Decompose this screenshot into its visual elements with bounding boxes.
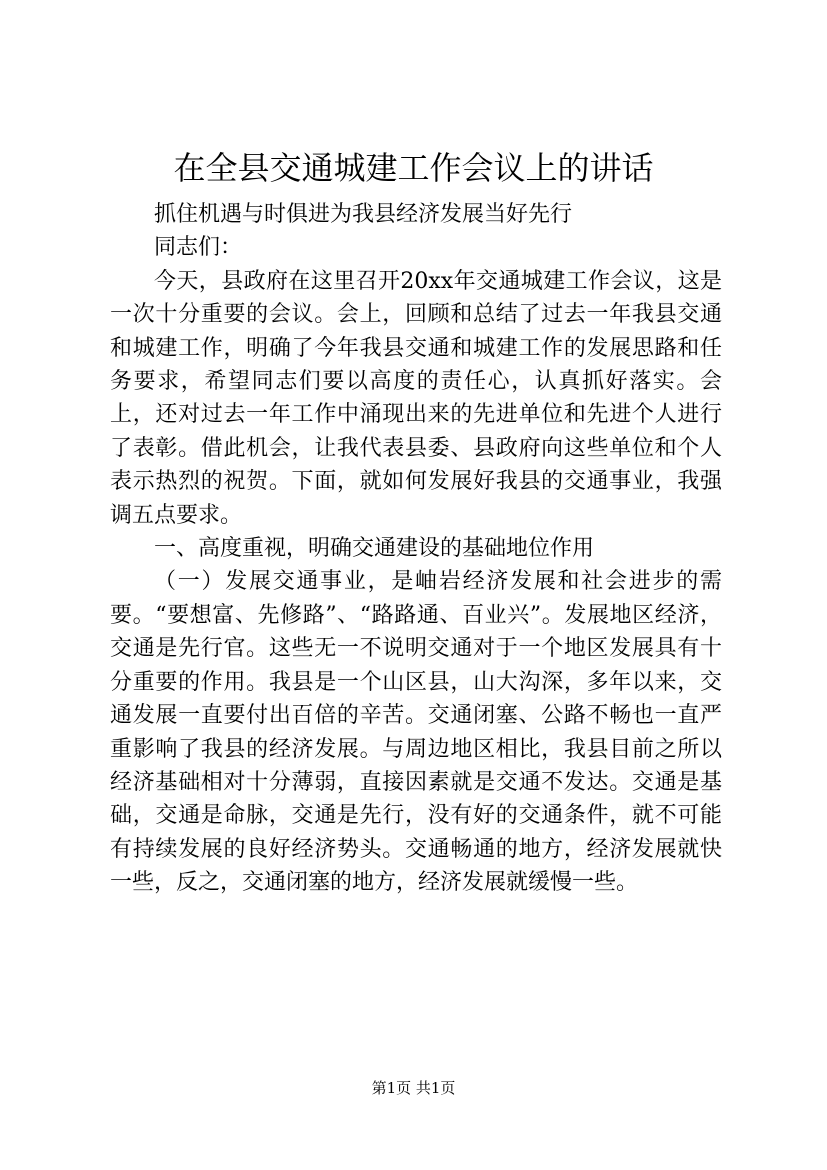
document-body [110,198,722,900]
body-paragraph: （一）发展交通事业，是岫岩经济发展和社会进步的需要。“要想富、先修路”、“路路通、百业兴”。发展地区经济，交通是先行官。这些无一不说明交通对于一个地区发展具有十分重要的作用。我县是一个山区县，山大沟深，多年以来，交通发展一直要付出百倍的辛苦。交通闭塞、公路不畅也一直严重影响了我县的经济发展。与周边地区相比，我县目前之所以经济基础相对十分薄弱，直接因素就是交通不发达。交通是基础，交通是命脉，交通是先行，没有好的交通条件，就不可能有持续发展的良好经济势头。交通畅通的地方，经济发展就快一些，反之，交通闭塞的地方，经济发展就缓慢一些。 [110,569,722,896]
subtitle-paragraph: 抓住机遇与时俱进为我县经济发展当好先行 [154,202,573,227]
page-footer: 第1页 共1页 [371,1079,456,1097]
salutation-paragraph: 同志们： [154,235,243,261]
body-paragraph: 今天，县政府在这里召开20xx年交通城建工作会议，这是一次十分重要的会议。会上，回顾和总结了过去一年我县交通和城建工作，明确了今年我县交通和城建工作的发展思路和任务要求，希望同志们要以高度的责任心，认真抓好落实。会上，还对过去一年工作中涌现出来的先进单位和先进个人进行了表彰。借此机会，让我代表县委、县政府向这些单位和个人表示热烈的祝贺。下面，就如何发展好我县的交通事业，我强调五点要求。 [110,268,722,528]
section-heading-paragraph: 一、高度重视，明确交通建设的基础地位作用 [154,536,595,562]
document-title: 在全县交通城建工作会议上的讲话 [173,149,654,187]
